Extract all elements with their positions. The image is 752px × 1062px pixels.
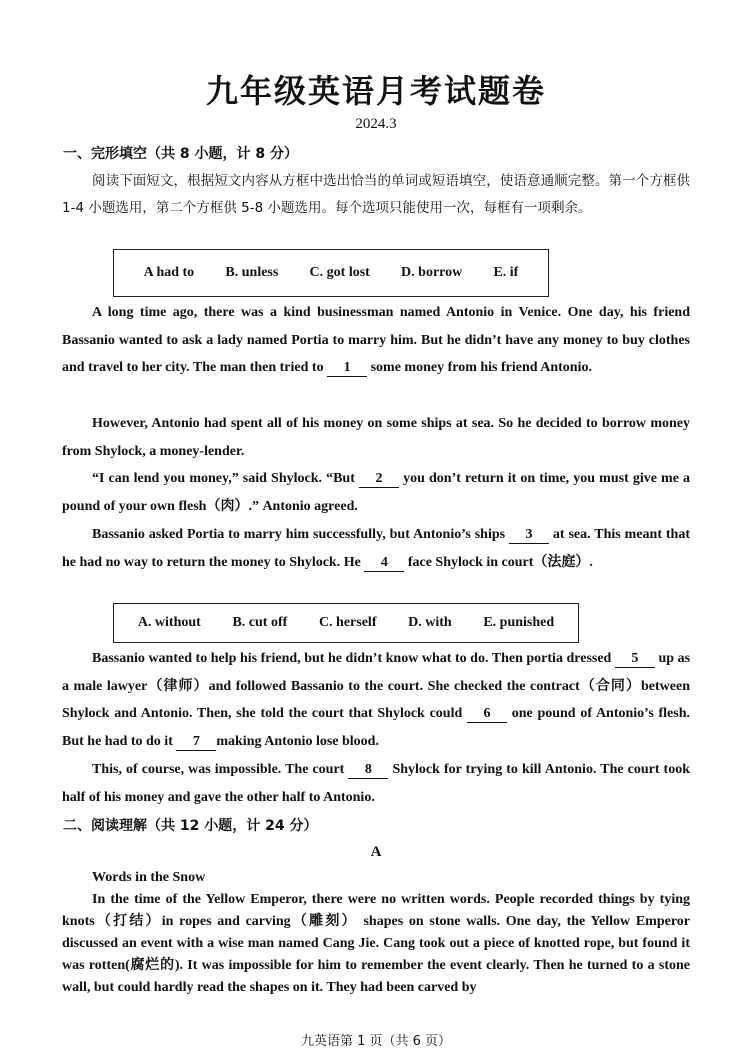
section2-heading: 二、阅读理解（共 12 小题，计 24 分） — [63, 818, 318, 834]
blank-5: 5 — [615, 651, 655, 668]
box1-option-b: B. unless — [225, 265, 279, 280]
blank-7: 7 — [176, 734, 216, 751]
page-title: 九年级英语月考试题卷 — [205, 72, 546, 110]
blank-4: 4 — [364, 555, 404, 572]
box2-option-a: A. without — [137, 615, 201, 630]
section1-instructions: 阅读下面短文，根据短文内容从方框中选出恰当的单词或短语填空，使语意通顺完整。第一个方框供 1-4 小题选用，第二个方框供 5-8 小题选用。每个选项只能使用一次，每框有一项剩余。 — [62, 173, 690, 216]
passage2-title: Words in the Snow — [92, 870, 206, 885]
box1-option-c: C. got lost — [309, 265, 370, 280]
box1-option-d: D. borrow — [401, 265, 463, 280]
passage1-paragraph-5: Bassanio wanted to help his friend, but he didn’t know what to do. Then portia dressed 5 up as a male lawyer（律师）and followed Bassanio to the court. She checked the contract（合同）between Shylock and Antonio. Then, she told the court that Shylock could 6 one pound of Antonio’s flesh. But he had to do it 7 making Antonio lose blood. — [62, 651, 691, 749]
passage1-paragraph-2: However, Antonio had spent all of his money on some ships at sea. So he decided to borrow money from Shylock, a money-lender. — [62, 416, 690, 459]
blank-8: 8 — [348, 762, 388, 779]
word-box-1 — [113, 249, 549, 297]
section1-heading: 一、完形填空（共 8 小题，计 8 分） — [63, 146, 298, 162]
exam-date: 2024.3 — [355, 116, 397, 132]
word-box-2 — [113, 603, 579, 643]
passage1-paragraph-3: “I can lend you money,” said Shylock. “But 2 you don’t return it on time, you must give me a pound of your own flesh（肉）.” Antonio agreed. — [62, 471, 691, 514]
blank-1: 1 — [327, 360, 367, 377]
passage1-paragraph-6: This, of course, was impossible. The court 8 Shylock for trying to kill Antonio. The court took half of his money and gave the other half to Antonio. — [62, 762, 691, 805]
box2-option-b: B. cut off — [232, 615, 288, 630]
box1-option-e: E. if — [493, 265, 519, 280]
passage1-paragraph-4: Bassanio asked Portia to marry him successfully, but Antonio’s ships 3 at sea. This meant that he had no way to return the money to Shylock. He 4 face Shylock in court（法庭）. — [62, 527, 690, 570]
box1-option-a: A had to — [143, 265, 195, 280]
box2-option-d: D. with — [408, 615, 452, 630]
passage-label: A — [370, 844, 382, 860]
blank-3: 3 — [509, 527, 549, 544]
box2-option-c: C. herself — [318, 615, 377, 630]
box2-option-e: E. punished — [483, 615, 555, 630]
page-footer: 九英语第 1 页（共 6 页） — [300, 1034, 452, 1049]
passage1-paragraph-1: A long time ago, there was a kind businessman named Antonio in Venice. One day, his friend Bassanio wanted to ask a lady named Portia to marry him. But he didn’t have any money to buy clothes and travel to her city. The man then tried to 1 some money from his friend Antonio. — [62, 305, 690, 376]
blank-2: 2 — [359, 471, 399, 488]
passage2-paragraph-1: In the time of the Yellow Emperor, there were no written words. People recorded things by tying knots（打结）in ropes and carving（雕刻） shapes on stone walls. One day, the Yellow Emperor discussed an event with a wise man named Cang Jie. Cang took out a piece of knotted rope, but found it was rotten(腐烂的). It was impossible for him to remember the event clearly. Then he turned to a stone wall, but could hardly read the shapes on it. They had been carved by — [62, 892, 690, 995]
blank-6: 6 — [467, 706, 507, 723]
